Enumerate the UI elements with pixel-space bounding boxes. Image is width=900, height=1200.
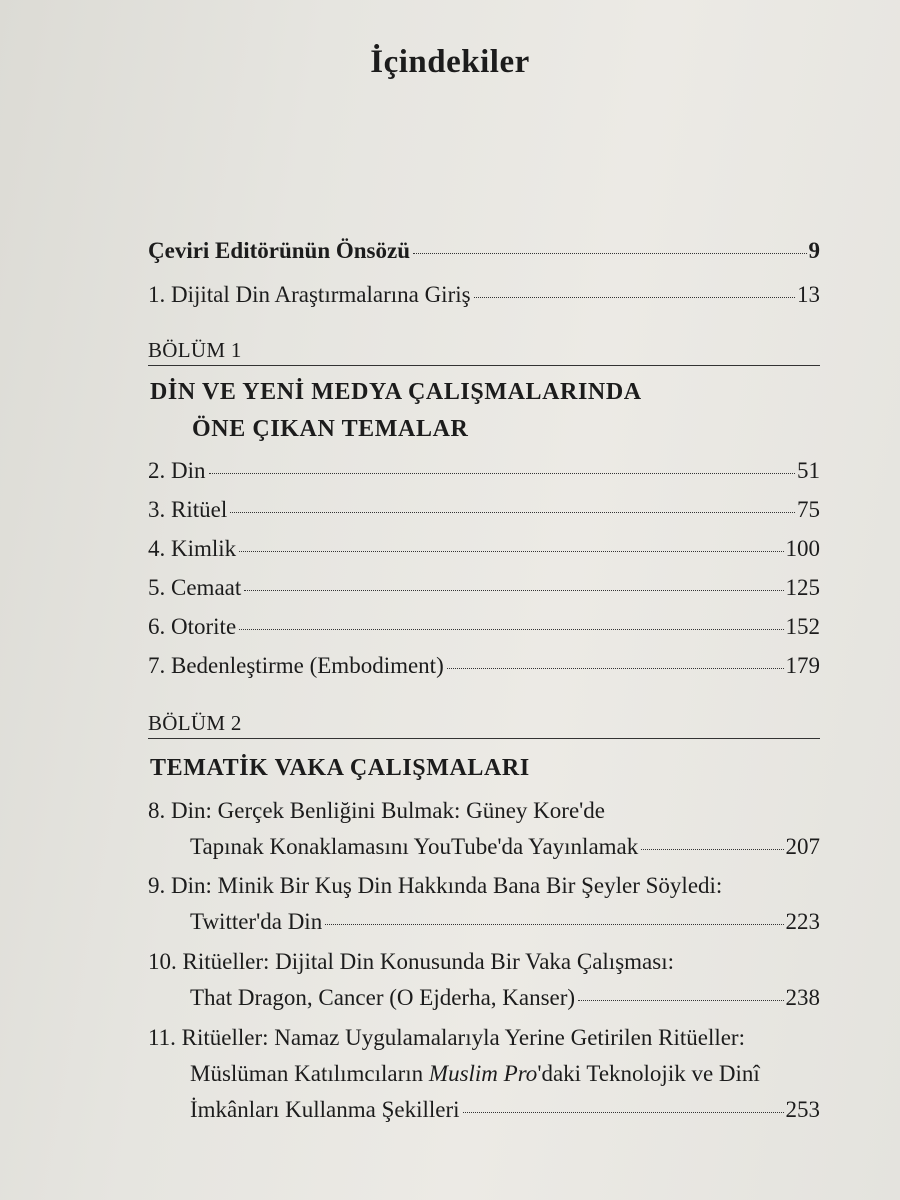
leader-dots bbox=[239, 629, 783, 630]
toc-entry-page: 223 bbox=[785, 909, 820, 934]
toc-entry-label: 4. Kimlik bbox=[148, 536, 237, 561]
toc-entry-label: 1. Dijital Din Araştırmalarına Giriş bbox=[148, 282, 471, 307]
toc-entry-page: 238 bbox=[785, 985, 820, 1010]
toc-entry-page: 179 bbox=[785, 653, 820, 678]
toc-entry[interactable] bbox=[148, 653, 820, 679]
toc-entry-label: 7. Bedenleştirme (Embodiment) bbox=[148, 653, 444, 678]
leader-dots bbox=[641, 849, 783, 850]
title-text: Müslüman Katılımcıların bbox=[190, 1061, 429, 1086]
toc-entry[interactable] bbox=[148, 575, 820, 601]
toc-entry-introduction[interactable] bbox=[148, 282, 820, 308]
title-text: 'daki Teknolojik ve Dinî bbox=[537, 1061, 760, 1086]
toc-entry-label: Tapınak Konaklamasını YouTube'da Yayınlamak bbox=[190, 834, 639, 859]
toc-entry-label: İmkânları Kullanma Şekilleri bbox=[190, 1097, 460, 1122]
toc-entry-page: 13 bbox=[797, 282, 820, 307]
leader-dots bbox=[230, 512, 795, 513]
toc-entry-title-line[interactable] bbox=[190, 1061, 760, 1087]
leader-dots bbox=[413, 253, 807, 254]
toc-entry-label: 6. Otorite bbox=[148, 614, 237, 639]
toc-entry-label: That Dragon, Cancer (O Ejderha, Kanser) bbox=[190, 985, 576, 1010]
toc-entry[interactable] bbox=[148, 458, 820, 484]
toc-entry[interactable] bbox=[148, 614, 820, 640]
toc-entry[interactable] bbox=[148, 536, 820, 562]
toc-entry-continuation[interactable] bbox=[190, 834, 820, 860]
toc-entry-continuation[interactable] bbox=[190, 1097, 820, 1123]
toc-entry-page: 152 bbox=[785, 614, 820, 639]
toc-entry[interactable] bbox=[148, 497, 820, 523]
toc-entry-continuation[interactable] bbox=[190, 909, 820, 935]
leader-dots bbox=[474, 297, 795, 298]
toc-entry-label: Twitter'da Din bbox=[190, 909, 323, 934]
toc-entry-page: 253 bbox=[785, 1097, 820, 1122]
toc-entry-page: 125 bbox=[785, 575, 820, 600]
leader-dots bbox=[244, 590, 783, 591]
part-label: BÖLÜM 1 bbox=[148, 338, 242, 362]
toc-entry-label: 2. Din bbox=[148, 458, 206, 483]
toc-entry-title-line[interactable]: 9. Din: Minik Bir Kuş Din Hakkında Bana Bir Şeyler Söyledi: bbox=[148, 873, 723, 898]
toc-entry-page: 100 bbox=[785, 536, 820, 561]
toc-entry-page: 75 bbox=[797, 497, 820, 522]
page-title: İçindekiler bbox=[370, 44, 530, 80]
toc-entry-page: 207 bbox=[785, 834, 820, 859]
part-heading-line: TEMATİK VAKA ÇALIŞMALARI bbox=[150, 755, 530, 781]
toc-entry-page: 51 bbox=[797, 458, 820, 483]
toc-entry-page: 9 bbox=[808, 238, 820, 263]
part-label: BÖLÜM 2 bbox=[148, 711, 242, 735]
toc-entry-title-line[interactable]: 8. Din: Gerçek Benliğini Bulmak: Güney Kore'de bbox=[148, 798, 606, 823]
part-heading-line: ÖNE ÇIKAN TEMALAR bbox=[192, 416, 469, 442]
toc-entry-title-line[interactable]: 11. Ritüeller: Namaz Uygulamalarıyla Yerine Getirilen Ritüeller: bbox=[148, 1025, 745, 1050]
leader-dots bbox=[209, 473, 796, 474]
leader-dots bbox=[325, 924, 783, 925]
toc-entry-preface[interactable] bbox=[148, 238, 820, 264]
toc-entry-continuation[interactable] bbox=[190, 985, 820, 1011]
part-heading-line: DİN VE YENİ MEDYA ÇALIŞMALARINDA bbox=[150, 379, 642, 405]
part-divider bbox=[148, 365, 820, 366]
leader-dots bbox=[578, 1000, 783, 1001]
leader-dots bbox=[463, 1112, 784, 1113]
leader-dots bbox=[447, 668, 784, 669]
leader-dots bbox=[239, 551, 783, 552]
toc-entry-label: Çeviri Editörünün Önsözü bbox=[148, 238, 410, 263]
app-name: Muslim Pro bbox=[428, 1061, 538, 1086]
toc-entry-title-line[interactable]: 10. Ritüeller: Dijital Din Konusunda Bir Vaka Çalışması: bbox=[148, 949, 674, 974]
toc-entry-label: 5. Cemaat bbox=[148, 575, 242, 600]
part-divider bbox=[148, 738, 820, 739]
toc-entry-label: 3. Ritüel bbox=[148, 497, 228, 522]
